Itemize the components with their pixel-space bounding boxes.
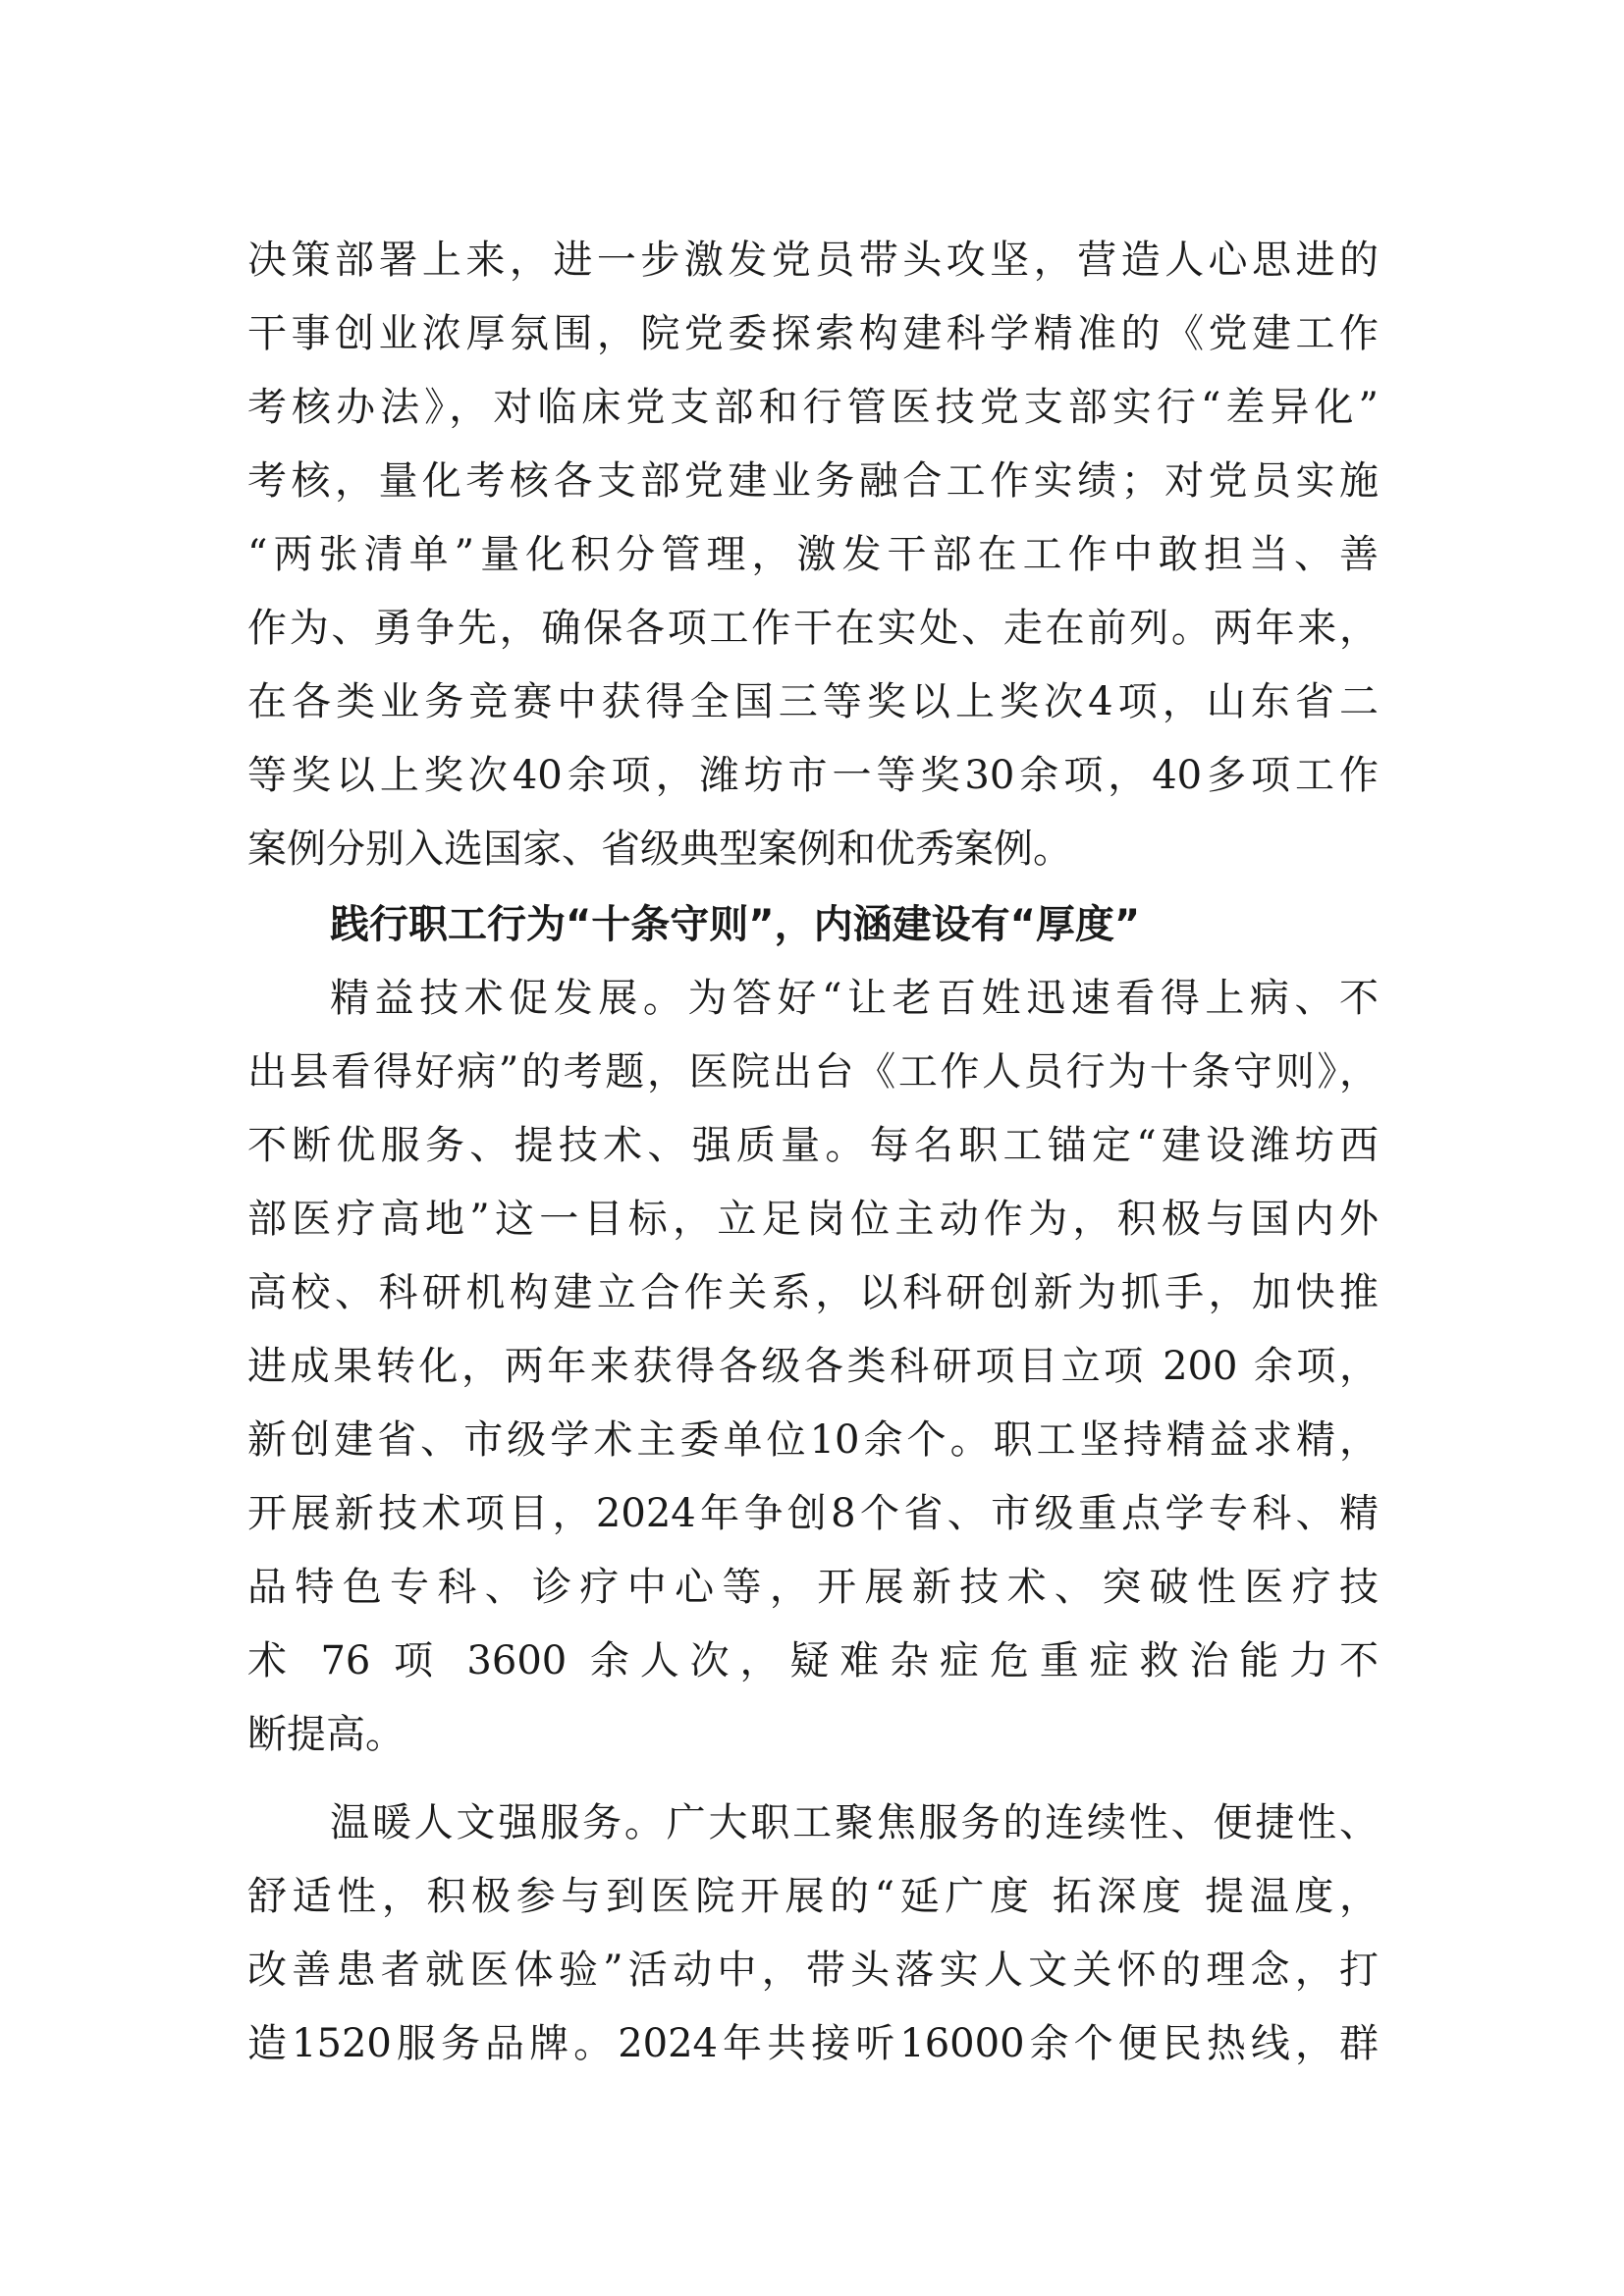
body-text-line: 案例分别入选国家、省级典型案例和优秀案例。 <box>247 827 1072 872</box>
body-text-line: 进成果转化，两年来获得各级各类科研项目立项 200 余项， <box>247 1344 1379 1389</box>
body-text-line: 考核，量化考核各支部党建业务融合工作实绩；对党员实施 <box>247 458 1379 504</box>
body-text-line: 舒适性，积极参与到医院开展的“延广度 拓深度 提温度， <box>247 1874 1379 1919</box>
body-text-line: 精益技术促发展。为答好“让老百姓迅速看得上病、不 <box>330 976 1379 1021</box>
body-text-line: 改善患者就医体验”活动中，带头落实人文关怀的理念，打 <box>247 1948 1379 1993</box>
body-text-line: 高校、科研机构建立合作关系，以科研创新为抓手，加快推 <box>247 1270 1379 1315</box>
body-text-line: 等奖以上奖次40余项，潍坊市一等奖30余项，40多项工作 <box>247 753 1379 798</box>
body-text-line: 干事创业浓厚氛围，院党委探索构建科学精准的《党建工作 <box>247 311 1379 356</box>
body-text-line: 作为、勇争先，确保各项工作干在实处、走在前列。两年来， <box>247 606 1379 651</box>
body-text-line: “两张清单”量化积分管理，激发干部在工作中敢担当、善 <box>247 532 1379 577</box>
body-text-line: 部医疗高地”这一目标，立足岗位主动作为，积极与国内外 <box>247 1197 1379 1242</box>
body-text-line: 考核办法》，对临床党支部和行管医技党支部实行“差异化” <box>247 385 1379 430</box>
body-text-line: 造1520服务品牌。2024年共接听16000余个便民热线，群 <box>247 2021 1379 2066</box>
body-text-line: 在各类业务竞赛中获得全国三等奖以上奖次4项，山东省二 <box>247 679 1379 724</box>
body-text-line: 术 76 项 3600 余人次，疑难杂症危重症救治能力不 <box>247 1638 1379 1683</box>
body-text-line: 不断优服务、提技术、强质量。每名职工锚定“建设潍坊西 <box>247 1123 1379 1168</box>
body-text-line: 品特色专科、诊疗中心等，开展新技术、突破性医疗技 <box>247 1565 1379 1610</box>
body-text-line: 断提高。 <box>247 1712 405 1757</box>
body-text-line: 温暖人文强服务。广大职工聚焦服务的连续性、便捷性、 <box>330 1800 1379 1845</box>
body-text-line: 开展新技术项目，2024年争创8个省、市级重点学专科、精 <box>247 1491 1379 1536</box>
body-text-line: 决策部署上来，进一步激发党员带头攻坚，营造人心思进的 <box>247 238 1379 283</box>
body-text-line: 出县看得好病”的考题，医院出台《工作人员行为十条守则》， <box>247 1049 1379 1095</box>
body-text-line: 新创建省、市级学术主委单位10余个。职工坚持精益求精， <box>247 1417 1379 1463</box>
section-heading: 践行职工行为“十条守则”，内涵建设有“厚度” <box>330 902 1141 947</box>
